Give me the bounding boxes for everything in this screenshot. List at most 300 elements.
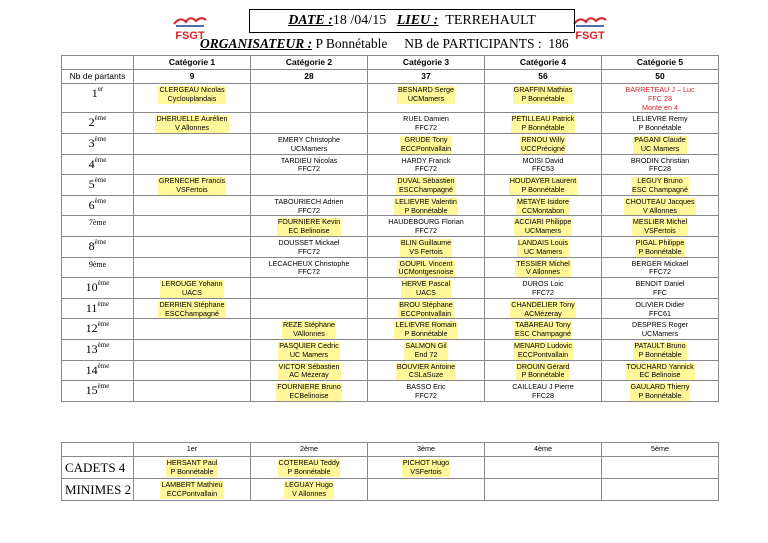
corner-cell (62, 443, 134, 457)
rider-entry (632, 114, 687, 132)
rider-name: RENOU Willy (521, 134, 565, 144)
rider-name: LECACHEUX Christophe (268, 258, 350, 268)
rank-number: 13 (85, 341, 98, 356)
rank-cell (62, 257, 134, 278)
rider-name: HERVE Pascal (401, 279, 451, 289)
table-row (62, 84, 719, 113)
rider-entry (404, 342, 447, 360)
result-cell (485, 154, 602, 175)
result-cell (485, 278, 602, 299)
result-cell (485, 257, 602, 278)
rider-entry (403, 114, 449, 132)
rider-name: LELIEVRE Valentin (395, 196, 457, 206)
rank-cell (62, 84, 134, 113)
rider-name: HAUDEBOURG Florian (388, 217, 464, 227)
rider-club: FFC72 (415, 390, 437, 400)
rider-club: ESCChampagné (399, 184, 453, 194)
result-cell (251, 298, 368, 319)
table-row (62, 257, 719, 278)
rider-entry (635, 300, 684, 318)
rank-number: 4 (88, 156, 95, 171)
rider-club: P Bonnétable (404, 205, 448, 215)
result-cell (251, 236, 368, 257)
rider-name: EMERY Christophe (277, 134, 341, 144)
result-cell (602, 278, 719, 299)
rider-name: BARRETEAU J – Luc (625, 85, 695, 94)
rank-cell (62, 175, 134, 196)
rider-name: LANDAIS Louis (518, 237, 568, 247)
rider-name: PETILLEAU Patrick (511, 114, 575, 124)
rider-name: LAMBERT Mathieu (161, 480, 223, 489)
result-cell (251, 154, 368, 175)
rider-entry (513, 86, 574, 104)
rider-name: TESSIER Michel (516, 258, 570, 268)
rider-entry (523, 156, 564, 174)
fsgt-logo-right (570, 14, 610, 46)
rider-name: GRAFFIN Mathias (513, 85, 573, 94)
rider-note: Monte en 4 (642, 102, 678, 112)
rider-club: VSFertois (644, 226, 676, 236)
table-row (62, 298, 719, 319)
rider-entry (516, 363, 571, 381)
rider-club: UCMamers (524, 226, 562, 236)
table-row (62, 216, 719, 237)
result-cell (368, 319, 485, 340)
rank-cell (62, 133, 134, 154)
result-cell (602, 479, 719, 501)
rider-entry (158, 177, 226, 195)
table-row (62, 175, 719, 196)
rider-name: MOISI David (522, 155, 564, 165)
rider-name: TABOURIECH Adrien (274, 196, 344, 206)
rider-name: TABAREAU Tony (515, 320, 571, 330)
rider-name: GRENECHE Francis (158, 176, 226, 186)
rider-entry (160, 280, 223, 298)
rider-name: DESPRES Roger (632, 320, 688, 330)
rider-club: FFC72 (298, 267, 320, 277)
rider-club: UCMontgesnoise (398, 267, 454, 277)
place-header: 1er (134, 443, 251, 457)
rider-club: FFC72 (415, 123, 437, 133)
result-cell (134, 298, 251, 319)
result-cell (485, 319, 602, 340)
rider-entry (517, 239, 569, 257)
rider-entry (631, 156, 689, 174)
result-cell (602, 236, 719, 257)
rider-name: DERRIEN Stéphane (159, 299, 225, 309)
rider-club: UCMamers (407, 93, 445, 103)
rank-number: 3 (88, 135, 95, 150)
rider-name: DHERUELLE Aurélien (156, 114, 228, 124)
rider-entry (394, 198, 458, 216)
table-row (62, 236, 719, 257)
rider-entry (282, 321, 336, 339)
rider-entry (636, 279, 685, 297)
rider-name: LELIEVRE Remy (632, 114, 688, 124)
result-cell (251, 175, 368, 196)
rank-cell (62, 113, 134, 134)
place-header: 3ème (368, 443, 485, 457)
rider-entry (276, 383, 342, 401)
rider-entry (269, 259, 350, 277)
result-cell (602, 175, 719, 196)
result-cell (485, 216, 602, 237)
rider-name: GOUPIL Vincent (399, 258, 453, 268)
rider-club: EC Belinoise (288, 226, 330, 236)
rider-club: FFC72 (532, 287, 554, 297)
rider-entry (275, 197, 344, 215)
rider-entry (635, 239, 685, 257)
rider-club: FFC72 (649, 267, 671, 277)
rider-name: BROU Stéphane (399, 299, 453, 309)
rider-name: MENARD Ludovic (514, 340, 572, 350)
partants-row (62, 70, 719, 84)
result-cell (368, 360, 485, 381)
result-cell (251, 133, 368, 154)
result-cell (602, 257, 719, 278)
rider-name: LELIEVRE Romain (395, 320, 457, 330)
result-cell (368, 257, 485, 278)
rider-club: UCMamers (290, 143, 328, 153)
rider-club: CCMontabon (521, 205, 565, 215)
rider-club: ECCPontvallain (400, 308, 452, 318)
rider-entry (388, 217, 463, 235)
rider-entry (278, 459, 341, 477)
rank-number: 5 (88, 177, 95, 192)
result-cell (251, 113, 368, 134)
rider-name: BASSO Eric (406, 382, 446, 392)
rider-club: P Bonnétable (521, 184, 565, 194)
result-cell (134, 154, 251, 175)
rank-suffix: ème (94, 176, 107, 185)
rider-entry (633, 136, 686, 154)
lieu-label: LIEU : (396, 13, 439, 28)
rank-suffix: ème (94, 134, 107, 143)
result-cell (485, 298, 602, 319)
result-cell (134, 339, 251, 360)
rider-entry (402, 156, 451, 174)
lieu-value: TERREHAULT (445, 13, 536, 28)
rider-club: FFC72 (415, 164, 437, 174)
rider-club: ACMézeray (524, 308, 562, 318)
rider-club: ESCChampagné (165, 308, 219, 318)
rank-cell (62, 319, 134, 340)
result-cell (134, 84, 251, 113)
rider-club: ECCPontvallain (400, 143, 452, 153)
rank-number: 7ème (88, 218, 107, 228)
rider-entry (512, 382, 574, 400)
category-header: Catégorie 1 (134, 56, 251, 70)
rider-name: REZE Stéphane (283, 320, 335, 330)
result-cell (368, 195, 485, 216)
rider-club: FFC61 (649, 308, 671, 318)
result-cell (368, 381, 485, 402)
rank-suffix: ème (94, 114, 107, 123)
rider-entry (396, 177, 455, 195)
result-cell (251, 479, 368, 501)
table-row (62, 113, 719, 134)
result-cell (602, 360, 719, 381)
result-cell (368, 298, 485, 319)
rider-entry (284, 481, 334, 499)
youth-results-table (61, 442, 719, 501)
rider-entry (278, 363, 341, 381)
rider-club: P Bonnétable (638, 390, 682, 400)
rider-club: FFC72 (298, 205, 320, 215)
result-cell (134, 175, 251, 196)
rider-entry (166, 459, 219, 477)
rider-club: P Bonnétable (638, 349, 682, 359)
rider-entry (278, 342, 339, 360)
result-cell (368, 216, 485, 237)
rank-number: 9ème (88, 259, 107, 269)
rider-name: GRUDE Tony (404, 134, 448, 144)
result-cell (368, 278, 485, 299)
result-cell (602, 133, 719, 154)
rider-club: FFC72 (298, 164, 320, 174)
place-header: 4ème (485, 443, 602, 457)
rider-club: FFC72 (415, 226, 437, 236)
rider-club: UCMamers (641, 329, 679, 339)
result-cell (251, 195, 368, 216)
rider-entry (402, 459, 450, 477)
rank-number: 1 (91, 86, 98, 100)
rider-club: P Bonnétable (638, 123, 682, 133)
rider-name: HERSANT Paul (166, 458, 218, 467)
rider-club: FFC28 (532, 390, 554, 400)
table-row (62, 360, 719, 381)
age-category-label: MINIMES 2 (62, 479, 134, 501)
rider-entry (401, 280, 451, 298)
rider-club: FFC 28 (648, 93, 672, 103)
result-cell (485, 360, 602, 381)
result-cell (134, 457, 251, 479)
rider-name: MESLIER Michel (632, 217, 688, 227)
result-cell (485, 381, 602, 402)
logo-bird-icon (572, 14, 608, 28)
rider-name: PAGANI Claude (634, 134, 686, 144)
table-row (62, 479, 719, 501)
rider-club: P Bonnétable (521, 123, 565, 133)
rider-entry (155, 115, 228, 133)
result-cell (134, 381, 251, 402)
result-cell (368, 154, 485, 175)
rider-club: FFC28 (649, 164, 671, 174)
result-cell (251, 319, 368, 340)
rank-cell (62, 278, 134, 299)
result-cell (251, 257, 368, 278)
rider-name: PASQUIER Cedric (279, 340, 339, 350)
result-cell (485, 457, 602, 479)
rider-club: P Bonnétable (638, 246, 682, 256)
result-cell (602, 195, 719, 216)
rider-entry (281, 156, 338, 174)
place-header: 2ème (251, 443, 368, 457)
rider-club: V Allonnes (292, 488, 326, 498)
place-header: 5ème (602, 443, 719, 457)
table-row (62, 319, 719, 340)
rider-entry (520, 136, 566, 154)
rider-club: UC Mamers (640, 143, 680, 153)
rank-number: 14 (85, 362, 98, 377)
rider-name: LEROUGE Yohann (161, 279, 223, 289)
rider-name: COTEREAU Teddy (278, 458, 340, 467)
result-cell (485, 175, 602, 196)
rider-name: BENOIT Daniel (635, 279, 685, 289)
result-cell (134, 195, 251, 216)
logo-text: FSGT (175, 30, 205, 42)
rider-name: FOURNIERE Bruno (277, 382, 341, 392)
rider-entry (624, 198, 695, 216)
rider-club: P Bonnétable (521, 370, 565, 380)
rider-entry (625, 363, 695, 381)
rider-name: DUROS Loic (522, 279, 564, 289)
result-cell (368, 339, 485, 360)
rider-club: VAllonnes (293, 329, 325, 339)
rank-suffix: ème (97, 340, 110, 349)
rider-entry (632, 259, 689, 277)
rider-club: ESC Champagné (632, 184, 688, 194)
logo-text: FSGT (575, 30, 605, 42)
result-cell (134, 257, 251, 278)
table-row (62, 457, 719, 479)
rank-suffix: er (97, 85, 104, 93)
rider-name: BESNARD Serge (398, 85, 454, 94)
rider-entry (406, 382, 445, 400)
rider-entry (278, 135, 340, 153)
rank-suffix: ème (94, 237, 107, 246)
rider-entry (514, 321, 572, 339)
rider-club: P Bonnétable (287, 466, 331, 476)
rank-number: 12 (85, 321, 98, 336)
result-cell (602, 298, 719, 319)
result-cell (368, 133, 485, 154)
result-cell (602, 381, 719, 402)
rider-name: HOUDAYER Laurent (509, 176, 577, 186)
rider-club: P Bonnétable (404, 329, 448, 339)
partants-count: 37 (368, 70, 485, 84)
result-cell (251, 381, 368, 402)
rank-number: 6 (88, 197, 95, 212)
rider-club: ECBelinoise (289, 390, 329, 400)
partants-label: Nb de partants (62, 70, 134, 84)
category-header: Catégorie 5 (602, 56, 719, 70)
result-cell (134, 278, 251, 299)
rider-club: P Bonnétable (521, 93, 565, 103)
table-row (62, 339, 719, 360)
rider-name: CLERGEAU Nicolas (159, 85, 225, 94)
rank-suffix: ème (97, 320, 110, 329)
result-cell (251, 339, 368, 360)
rider-club: UACS (416, 287, 436, 297)
rider-club: CSLaSuze (408, 370, 444, 380)
logo-bird-icon (172, 14, 208, 28)
rider-entry (515, 260, 571, 278)
result-cell (485, 195, 602, 216)
rider-entry (632, 218, 688, 236)
result-cell (134, 360, 251, 381)
rider-entry (158, 86, 225, 104)
rider-entry (397, 260, 454, 278)
rider-name: PATAULT Bruno (634, 340, 686, 350)
rider-name: HARDY Franck (401, 155, 451, 165)
rider-club: VS Fertois (409, 246, 443, 256)
rider-name: GAULARD Thierry (630, 382, 690, 392)
category-header: Catégorie 2 (251, 56, 368, 70)
result-cell (134, 236, 251, 257)
result-cell (368, 479, 485, 501)
result-cell (134, 133, 251, 154)
rider-club: FFC53 (532, 164, 554, 174)
rider-name: FOURNIERE Kevin (277, 217, 341, 227)
result-cell (251, 457, 368, 479)
rider-name: BRODIN Christian (630, 155, 690, 165)
participants-label: NB de PARTICIPANTS : (404, 36, 542, 51)
result-cell (251, 84, 368, 113)
rider-entry (514, 218, 573, 236)
results-table (61, 55, 719, 402)
rank-cell (62, 195, 134, 216)
rider-entry (160, 481, 223, 499)
rider-name: METAYE Isidore (516, 196, 570, 206)
date-value: 18 /04/15 (332, 13, 387, 28)
table-row (62, 278, 719, 299)
rank-cell (62, 360, 134, 381)
rider-entry (516, 198, 570, 216)
rank-number: 2 (88, 115, 95, 130)
rider-club: ECCPontvallain (166, 488, 218, 498)
result-cell (485, 479, 602, 501)
rider-name: BLIN Guillaume (400, 237, 452, 247)
rider-club: P Bonnétable (170, 466, 214, 476)
result-cell (251, 360, 368, 381)
rider-club: V Allonnes (175, 123, 209, 133)
result-cell (134, 319, 251, 340)
partants-count: 28 (251, 70, 368, 84)
rank-cell (62, 236, 134, 257)
result-cell (602, 216, 719, 237)
rider-entry (394, 321, 457, 339)
result-cell (134, 216, 251, 237)
result-cell (602, 457, 719, 479)
rider-entry (625, 85, 694, 112)
rider-club: End 72 (414, 349, 438, 359)
participants-value: 186 (548, 36, 569, 51)
rider-entry (632, 320, 688, 338)
result-cell (134, 479, 251, 501)
rank-cell (62, 154, 134, 175)
rank-cell (62, 216, 134, 237)
organisateur-value: P Bonnétable (315, 36, 388, 51)
organisateur-label: ORGANISATEUR : (200, 36, 313, 51)
rank-number: 15 (85, 383, 98, 398)
rider-name: BOUVIER Antoine (396, 361, 456, 371)
rider-name: TARDIEU Nicolas (280, 155, 338, 165)
corner-cell (62, 56, 134, 70)
rider-entry (398, 301, 454, 319)
rank-suffix: ème (97, 299, 110, 308)
rider-name: OLIVIER Didier (635, 299, 685, 309)
rider-name: VICTOR Sébastien (278, 361, 340, 371)
rider-club: ESC Champagné (515, 329, 571, 339)
rider-name: DUVAL Sébastien (397, 176, 455, 186)
rider-name: CAILLEAU J Pierre (512, 382, 574, 392)
result-cell (368, 236, 485, 257)
rank-cell (62, 339, 134, 360)
result-cell (602, 84, 719, 113)
rider-name: SALMON Gil (405, 340, 447, 350)
result-cell (368, 175, 485, 196)
